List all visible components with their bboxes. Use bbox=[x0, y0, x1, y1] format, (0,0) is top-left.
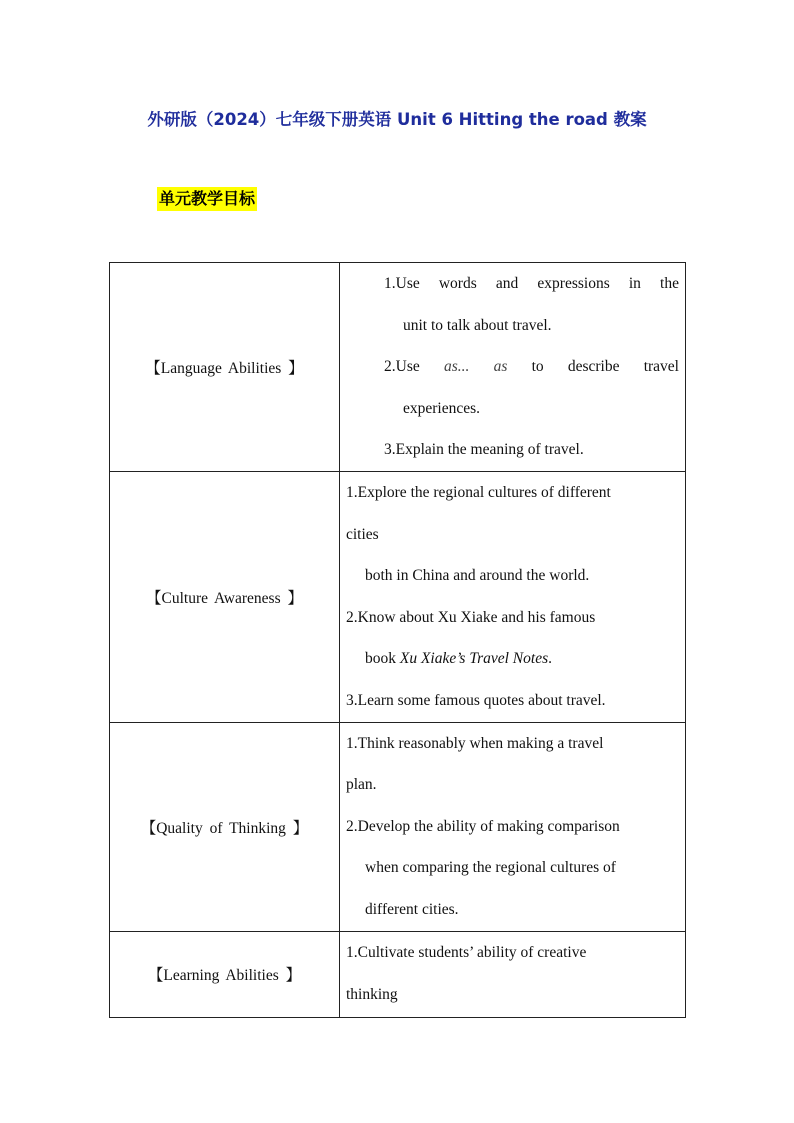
goal-line-part: book bbox=[365, 650, 396, 668]
row-content-culture-awareness bbox=[340, 472, 686, 723]
goal-line: 3.Explain the meaning of travel. bbox=[384, 441, 584, 459]
row-content-language-abilities bbox=[340, 263, 686, 472]
row-content-quality-of-thinking bbox=[340, 722, 686, 931]
page-title: 外研版（2024）七年级下册英语 Unit 6 Hitting the road 教案 bbox=[147, 110, 647, 129]
goal-line: 1.Explore the regional cultures of different bbox=[346, 484, 611, 501]
unit-goals-table bbox=[109, 262, 686, 1018]
book-title: Xu Xiake’s Travel Notes bbox=[399, 650, 549, 668]
table-row bbox=[110, 931, 686, 1017]
goal-line: unit to talk about travel. bbox=[403, 316, 552, 334]
goal-line: experiences. bbox=[403, 399, 481, 417]
row-label-learning-abilities: 【Learning Abilities 】 bbox=[110, 931, 340, 1017]
row-content-learning-abilities bbox=[340, 931, 686, 1017]
section-heading: 单元教学目标 bbox=[157, 187, 257, 211]
goal-line-part: to describe travel bbox=[531, 358, 679, 376]
goal-line: when comparing the regional cultures of bbox=[365, 859, 616, 877]
goal-line: both in China and around the world. bbox=[365, 567, 590, 585]
row-label-culture-awareness: 【Culture Awareness 】 bbox=[110, 472, 340, 723]
goal-line: 1.Use words and expressions in the bbox=[384, 275, 679, 293]
row-label-quality-of-thinking: 【Quality of Thinking 】 bbox=[110, 722, 340, 931]
goal-line-part: . bbox=[548, 650, 552, 668]
goal-line: different cities. bbox=[365, 900, 459, 918]
goal-line bbox=[346, 346, 679, 388]
goal-line-italic: as... as bbox=[443, 358, 508, 376]
goal-line: 1.Cultivate students’ ability of creative bbox=[346, 944, 587, 962]
table-row bbox=[110, 722, 686, 931]
goal-line-part: 2.Use bbox=[384, 358, 420, 376]
goal-line: thinking bbox=[346, 986, 398, 1004]
goal-line: 2.Develop the ability of making comparison bbox=[346, 817, 620, 835]
goal-line: 1.Think reasonably when making a travel bbox=[346, 734, 604, 752]
goal-line: 2.Know about Xu Xiake and his famous bbox=[346, 608, 596, 626]
goal-line: cities bbox=[346, 525, 379, 543]
goal-line: 3.Learn some famous quotes about travel. bbox=[346, 691, 606, 709]
table-row bbox=[110, 263, 686, 472]
table-row bbox=[110, 472, 686, 723]
goal-line bbox=[346, 638, 679, 680]
goal-line: plan. bbox=[346, 776, 377, 794]
row-label-language-abilities: 【Language Abilities 】 bbox=[110, 263, 340, 472]
